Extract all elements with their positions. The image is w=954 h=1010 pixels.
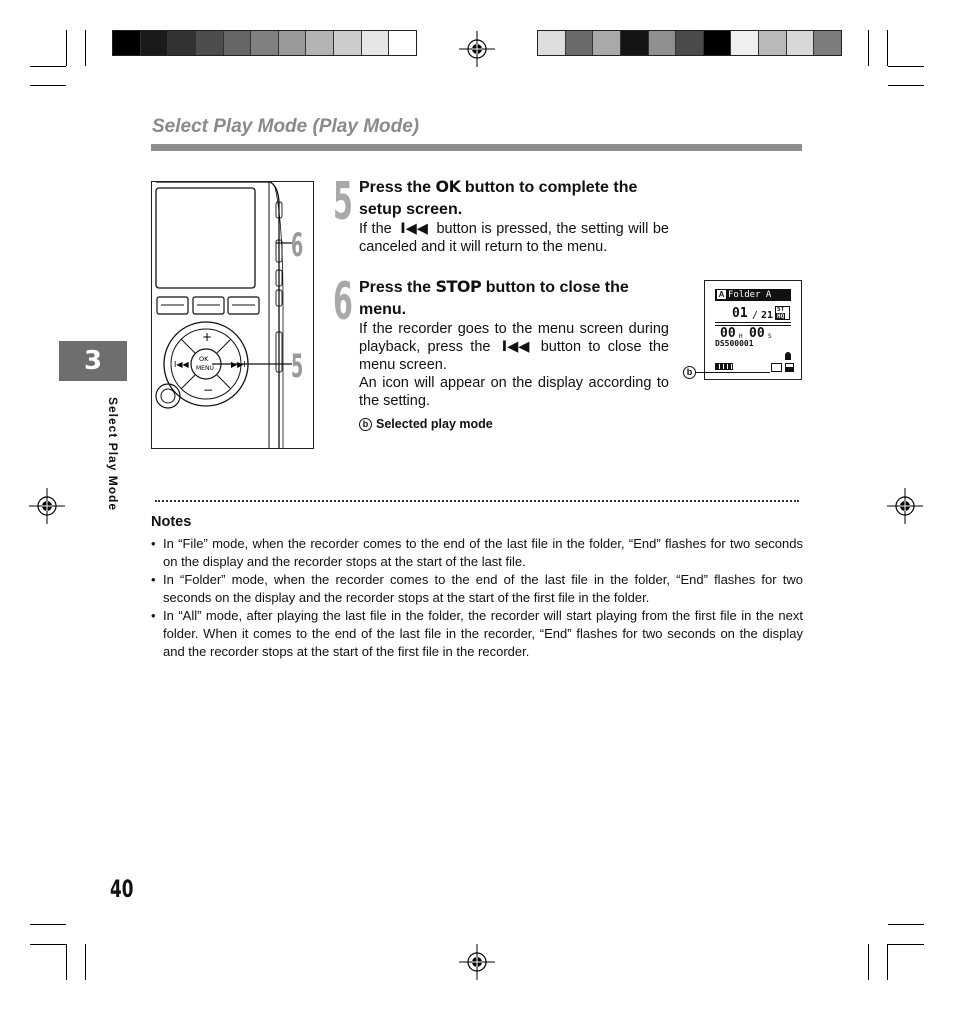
crop-mark: [888, 924, 924, 925]
crop-mark: [887, 30, 888, 66]
lcd-time-h-unit: H: [739, 333, 743, 340]
caption-marker: b: [359, 418, 372, 431]
lcd-time-s-unit: S: [768, 333, 772, 340]
callout-step-6: 6: [291, 227, 304, 265]
calibration-swatch: [649, 31, 677, 55]
crop-mark: [30, 944, 66, 945]
voice-recorder-illustration: [152, 182, 313, 448]
device-ok-label: OK: [199, 355, 209, 363]
calibration-swatch: [759, 31, 787, 55]
lcd-file-counter: 01: [732, 306, 748, 321]
caption-text: Selected play mode: [376, 417, 493, 431]
step-6-body-pre: If the recorder goes to the menu screen during playback, press the: [359, 321, 669, 355]
registration-mark-icon: [459, 31, 495, 67]
figure-caption: [359, 417, 493, 431]
title-rule: [151, 144, 802, 151]
color-calibration-bar-right: [537, 30, 842, 56]
microphone-icon: [785, 352, 791, 360]
calibration-swatch: [731, 31, 759, 55]
step-6-heading-post: button to close the menu.: [359, 279, 629, 318]
calibration-swatch: [141, 31, 169, 55]
step-5-number: 5: [333, 172, 353, 232]
lcd-mode-bottom: HQ: [777, 313, 785, 320]
skip-back-icon: I◀◀: [501, 339, 530, 355]
step-5-body-post: button is pressed, the setting will be canceled and it will return to the menu.: [359, 221, 669, 255]
callout-line-b: [695, 372, 770, 373]
calibration-swatch: [787, 31, 815, 55]
calibration-swatch: [334, 31, 362, 55]
lcd-file-total: 21: [761, 310, 774, 321]
lcd-display-illustration: A Folder A 01 / 21 ST HQ 00 H 00 S DS500001: [704, 280, 802, 380]
calibration-swatch: [113, 31, 141, 55]
step-5-heading-pre: Press the: [359, 179, 436, 196]
crop-mark: [30, 66, 66, 67]
calibration-swatch: [704, 31, 732, 55]
play-mode-icon: [785, 363, 794, 372]
play-mode-indicator-icon: [771, 363, 782, 372]
calibration-swatch: [196, 31, 224, 55]
calibration-swatch: [593, 31, 621, 55]
calibration-swatch: [566, 31, 594, 55]
svg-text:I◀◀: I◀◀: [174, 360, 189, 369]
lcd-time-seconds: 00: [749, 326, 765, 341]
svg-text:−: −: [203, 383, 214, 397]
notes-list: [151, 535, 803, 661]
registration-mark-icon: [29, 488, 65, 524]
calibration-swatch: [168, 31, 196, 55]
crop-mark: [66, 944, 67, 980]
step-6-number: 6: [333, 272, 353, 332]
crop-mark: [868, 30, 869, 66]
step-6-body: [359, 320, 669, 410]
step-5-body-pre: If the: [359, 221, 397, 237]
page-number: 40: [110, 875, 134, 903]
stop-button-label: STOP: [435, 277, 482, 296]
calibration-swatch: [814, 31, 841, 55]
calibration-swatch: [306, 31, 334, 55]
notes-divider: [155, 500, 799, 502]
crop-mark: [85, 30, 86, 66]
crop-mark: [887, 944, 888, 980]
lcd-time-hours: 00: [720, 326, 736, 341]
crop-mark: [30, 924, 66, 925]
chapter-number: 3: [83, 346, 103, 376]
calibration-swatch: [538, 31, 566, 55]
crop-mark: [888, 66, 924, 67]
calibration-swatch: [389, 31, 416, 55]
svg-text:▶▶I: ▶▶I: [231, 360, 246, 369]
step-5-heading-post: button to complete the setup screen.: [359, 179, 638, 218]
crop-mark: [888, 85, 924, 86]
crop-mark: [888, 944, 924, 945]
registration-mark-icon: [459, 944, 495, 980]
section-title: Select Play Mode (Play Mode): [152, 116, 420, 137]
calibration-swatch: [621, 31, 649, 55]
notes-title: Notes: [151, 514, 192, 530]
calibration-swatch: [676, 31, 704, 55]
callout-step-5: 5: [291, 348, 304, 386]
folder-icon: A: [718, 290, 725, 299]
step-5-body: [359, 220, 669, 256]
lcd-mode-top: ST: [777, 306, 785, 313]
note-item: • In “File” mode, when the recorder comes to the end of the last file in the folder, “End” flashes for two seconds on the display and the recorder stops at the start of the last file.: [151, 535, 803, 571]
ok-button-label: OK: [435, 177, 461, 196]
registration-mark-icon: [887, 488, 923, 524]
step-5-heading: [359, 176, 669, 221]
battery-icon: [715, 363, 733, 370]
calibration-swatch: [362, 31, 390, 55]
step-6-heading-pre: Press the: [359, 279, 436, 296]
crop-mark: [30, 85, 66, 86]
device-menu-label: MENU: [196, 365, 214, 372]
svg-text:+: +: [202, 330, 213, 344]
lcd-folder-name: Folder A: [728, 290, 772, 300]
note-item: • In “All” mode, after playing the last file in the folder, the recorder will start playing from the first file in the next folder. When it comes to the end of the last file in the recorder, “End” flashes for two seconds on the display and the recorder stops at the start of the first file in the recorder.: [151, 607, 803, 661]
calibration-swatch: [224, 31, 252, 55]
step-6-heading: [359, 276, 669, 321]
step-6-body-extra: An icon will appear on the display according to the setting.: [359, 375, 669, 409]
calibration-swatch: [251, 31, 279, 55]
skip-back-icon: I◀◀: [400, 221, 428, 237]
callout-marker-b: b: [683, 366, 696, 379]
crop-mark: [85, 944, 86, 980]
crop-mark: [868, 944, 869, 980]
chapter-side-label: Select Play Mode: [106, 397, 120, 512]
note-item: • In “Folder” mode, when the recorder comes to the end of the last file in the folder, “End” flashes for two seconds on the display and the recorder stops at the start of the first file in the folder.: [151, 571, 803, 607]
calibration-swatch: [279, 31, 307, 55]
step-6-body-post: button to close the menu screen.: [359, 339, 669, 373]
crop-mark: [66, 30, 67, 66]
lcd-file-name: DS500001: [715, 339, 754, 348]
color-calibration-bar-left: [112, 30, 417, 56]
